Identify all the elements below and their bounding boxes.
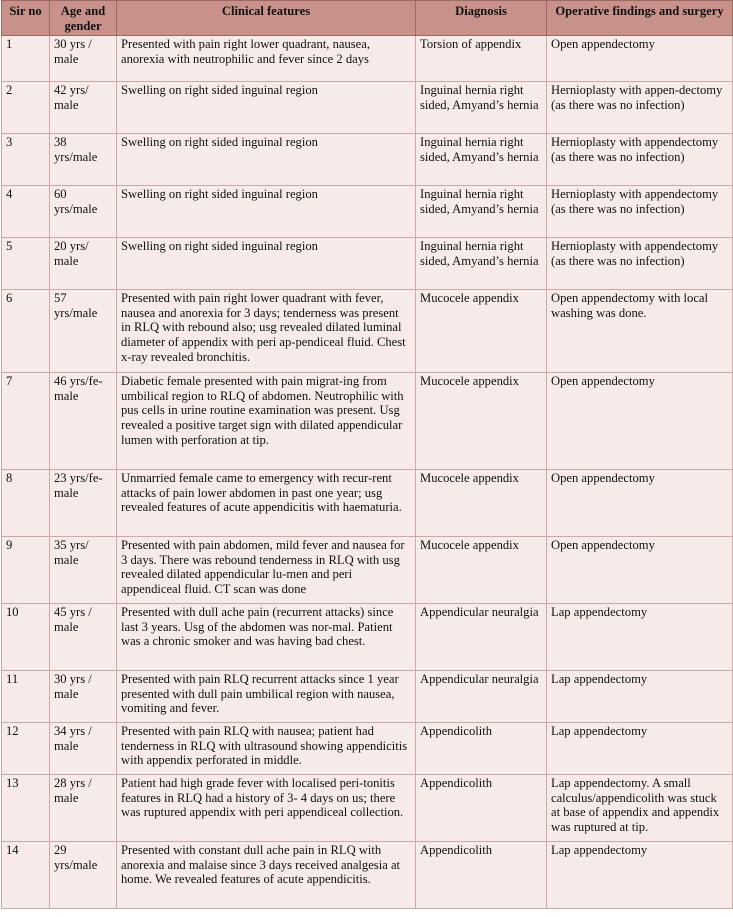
header-clinical-features: Clinical features	[117, 1, 416, 36]
cell-clinical-features: Unmarried female came to emergency with recur-rent attacks of pain lower abdomen in past one year; usg revealed features of acute appendicitis with haematuria.	[117, 470, 416, 537]
cell-clinical-features: Presented with pain RLQ recurrent attacks since 1 year presented with dull pain umbilical region with nausea, vomiting and fever.	[117, 671, 416, 723]
cell-diagnosis: Inguinal hernia right sided, Amyand’s hernia	[416, 238, 547, 290]
cell-sir-no: 2	[2, 82, 50, 134]
header-sir-no: Sir no	[2, 1, 50, 36]
cell-age-gender: 23 yrs/fe-male	[50, 470, 117, 537]
cell-clinical-features: Presented with pain right lower quadrant with fever, nausea and anorexia for 3 days; tenderness was present in RLQ with rebound also; usg revealed dilated luminal diameter of appendix with peri ap-pendiceal fluid. Chest x-ray revealed bronchitis.	[117, 290, 416, 373]
header-operative-findings: Operative findings and surgery	[547, 1, 733, 36]
cell-sir-no: 12	[2, 723, 50, 775]
cell-sir-no: 14	[2, 842, 50, 909]
table-row	[2, 373, 733, 470]
cell-sir-no: 5	[2, 238, 50, 290]
cell-diagnosis: Mucocele appendix	[416, 290, 547, 373]
table-row	[2, 723, 733, 775]
table-row	[2, 82, 733, 134]
cell-sir-no: 1	[2, 36, 50, 82]
table-row	[2, 671, 733, 723]
cell-diagnosis: Inguinal hernia right sided, Amyand’s hernia	[416, 82, 547, 134]
cell-operative-findings: Open appendectomy	[547, 36, 733, 82]
cell-operative-findings: Lap appendectomy	[547, 671, 733, 723]
cell-diagnosis: Torsion of appendix	[416, 36, 547, 82]
cell-operative-findings: Hernioplasty with appendectomy (as there was no infection)	[547, 186, 733, 238]
cell-clinical-features: Swelling on right sided inguinal region	[117, 238, 416, 290]
cell-sir-no: 10	[2, 604, 50, 671]
table-row	[2, 290, 733, 373]
cell-diagnosis: Appendicolith	[416, 842, 547, 909]
cell-age-gender: 35 yrs/ male	[50, 537, 117, 604]
table-row	[2, 186, 733, 238]
cell-age-gender: 29 yrs/male	[50, 842, 117, 909]
cell-clinical-features: Presented with constant dull ache pain in RLQ with anorexia and malaise since 3 days received analgesia at home. We revealed features of acute appendicitis.	[117, 842, 416, 909]
cell-operative-findings: Open appendectomy with local washing was done.	[547, 290, 733, 373]
cell-age-gender: 46 yrs/fe-male	[50, 373, 117, 470]
cell-clinical-features: Patient had high grade fever with localised peri-tonitis features in RLQ had a history of 3- 4 days on us; there was ruptured appendix with peri appendiceal collection.	[117, 775, 416, 842]
cell-age-gender: 45 yrs / male	[50, 604, 117, 671]
header-age-gender: Age and gender	[50, 1, 117, 36]
table-row	[2, 537, 733, 604]
cell-age-gender: 38 yrs/male	[50, 134, 117, 186]
cell-operative-findings: Hernioplasty with appen-dectomy (as there was no infection)	[547, 82, 733, 134]
cell-operative-findings: Lap appendectomy	[547, 723, 733, 775]
case-series-table	[1, 0, 733, 909]
table-row	[2, 470, 733, 537]
cell-diagnosis: Inguinal hernia right sided, Amyand’s hernia	[416, 134, 547, 186]
table-row	[2, 775, 733, 842]
cell-age-gender: 20 yrs/ male	[50, 238, 117, 290]
table-row	[2, 842, 733, 909]
cell-operative-findings: Hernioplasty with appendectomy (as there was no infection)	[547, 238, 733, 290]
cell-diagnosis: Mucocele appendix	[416, 537, 547, 604]
cell-sir-no: 4	[2, 186, 50, 238]
cell-age-gender: 57 yrs/male	[50, 290, 117, 373]
table-row	[2, 604, 733, 671]
cell-sir-no: 13	[2, 775, 50, 842]
cell-diagnosis: Inguinal hernia right sided, Amyand’s hernia	[416, 186, 547, 238]
cell-clinical-features: Presented with pain right lower quadrant, nausea, anorexia with neutrophilic and fever since 2 days	[117, 36, 416, 82]
cell-age-gender: 30 yrs / male	[50, 671, 117, 723]
header-row	[2, 1, 733, 36]
cell-operative-findings: Lap appendectomy	[547, 842, 733, 909]
cell-clinical-features: Presented with pain abdomen, mild fever and nausea for 3 days. There was rebound tenderness in RLQ with usg revealed dilated appendicular lu-men and peri appendiceal fluid. CT scan was done	[117, 537, 416, 604]
cell-diagnosis: Appendicolith	[416, 723, 547, 775]
cell-clinical-features: Presented with pain RLQ with nausea; patient had tenderness in RLQ with ultrasound showing appendicitis with appendix perforated in middle.	[117, 723, 416, 775]
cell-sir-no: 6	[2, 290, 50, 373]
cell-diagnosis: Mucocele appendix	[416, 470, 547, 537]
cell-operative-findings: Open appendectomy	[547, 373, 733, 470]
cell-clinical-features: Swelling on right sided inguinal region	[117, 186, 416, 238]
cell-operative-findings: Hernioplasty with appendectomy (as there was no infection)	[547, 134, 733, 186]
cell-clinical-features: Diabetic female presented with pain migrat-ing from umbilical region to RLQ of abdomen. Neutrophilic with pus cells in urine routine examination was present. Usg revealed a positive target sign with dilated appendicular lumen with perforation at tip.	[117, 373, 416, 470]
cell-clinical-features: Swelling on right sided inguinal region	[117, 82, 416, 134]
cell-diagnosis: Appendicolith	[416, 775, 547, 842]
cell-age-gender: 60 yrs/male	[50, 186, 117, 238]
cell-diagnosis: Mucocele appendix	[416, 373, 547, 470]
cell-operative-findings: Open appendectomy	[547, 470, 733, 537]
cell-age-gender: 28 yrs / male	[50, 775, 117, 842]
cell-sir-no: 8	[2, 470, 50, 537]
table-row	[2, 36, 733, 82]
table-row	[2, 238, 733, 290]
header-diagnosis: Diagnosis	[416, 1, 547, 36]
cell-sir-no: 7	[2, 373, 50, 470]
table-row	[2, 134, 733, 186]
cell-diagnosis: Appendicular neuralgia	[416, 671, 547, 723]
cell-age-gender: 34 yrs / male	[50, 723, 117, 775]
cell-operative-findings: Open appendectomy	[547, 537, 733, 604]
cell-clinical-features: Swelling on right sided inguinal region	[117, 134, 416, 186]
cell-diagnosis: Appendicular neuralgia	[416, 604, 547, 671]
cell-operative-findings: Lap appendectomy. A small calculus/appendicolith was stuck at base of appendix and appendix was ruptured at tip.	[547, 775, 733, 842]
cell-age-gender: 42 yrs/ male	[50, 82, 117, 134]
cell-sir-no: 3	[2, 134, 50, 186]
cell-sir-no: 9	[2, 537, 50, 604]
cell-sir-no: 11	[2, 671, 50, 723]
cell-age-gender: 30 yrs / male	[50, 36, 117, 82]
cell-operative-findings: Lap appendectomy	[547, 604, 733, 671]
cell-clinical-features: Presented with dull ache pain (recurrent attacks) since last 3 years. Usg of the abdomen was nor-mal. Patient was a chronic smoker and was having bad chest.	[117, 604, 416, 671]
